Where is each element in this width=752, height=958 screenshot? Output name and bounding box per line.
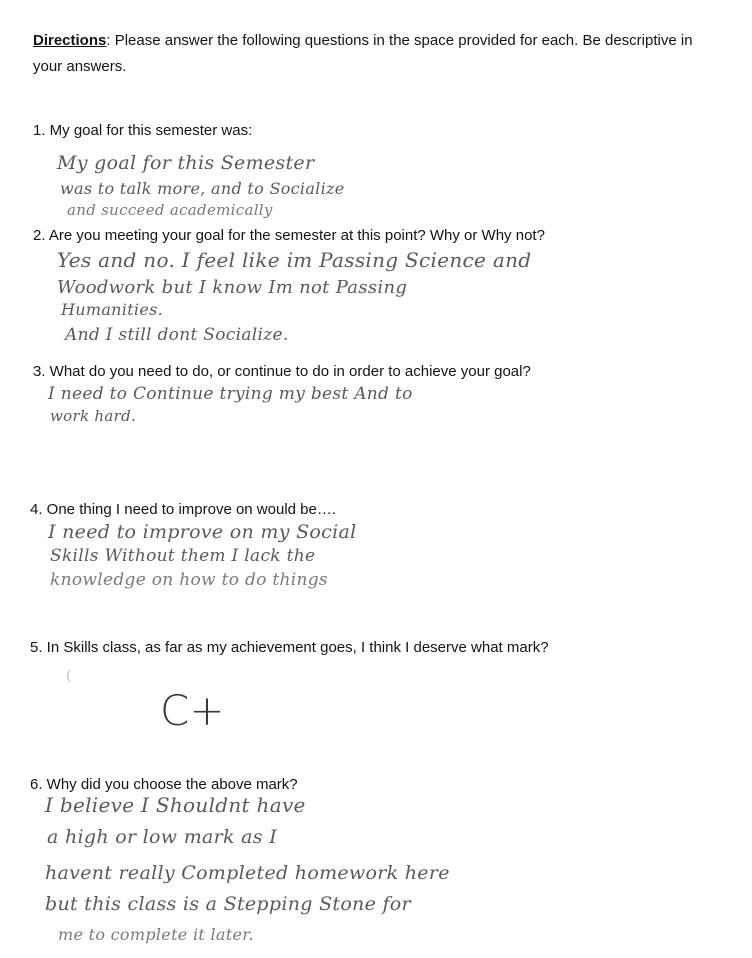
question-6-prompt: 6. Why did you choose the above mark? bbox=[30, 776, 298, 793]
answer-4-line-2: Skills Without them I lack the bbox=[50, 546, 316, 566]
answer-6-line-2: a high or low mark as I bbox=[47, 826, 278, 848]
question-5-prompt: 5. In Skills class, as far as my achievement goes, I think I deserve what mark? bbox=[30, 639, 549, 656]
answer-6-line-4: but this class is a Stepping Stone for bbox=[45, 893, 411, 915]
answer-2-line-2: Woodwork but I know Im not Passing bbox=[57, 277, 408, 298]
answer-5-mark: C+ bbox=[160, 686, 225, 735]
answer-2-line-3: Humanities. bbox=[61, 300, 164, 319]
answer-3-line-1: I need to Continue trying my best And to bbox=[48, 384, 413, 404]
answer-4-line-3: knowledge on how to do things bbox=[50, 570, 328, 590]
question-3-prompt: 3. What do you need to do, or continue to do in order to achieve your goal? bbox=[33, 363, 531, 380]
answer-4-line-1: I need to improve on my Social bbox=[48, 521, 357, 543]
answer-6-line-3: havent really Completed homework here bbox=[45, 862, 450, 884]
question-1-prompt: 1. My goal for this semester was: bbox=[33, 122, 253, 139]
directions-paragraph bbox=[33, 28, 723, 80]
pencil-mark-icon: ( bbox=[66, 668, 72, 684]
answer-2-line-1: Yes and no. I feel like im Passing Science and bbox=[57, 248, 532, 272]
answer-1-line-2: was to talk more, and to Socialize bbox=[60, 179, 345, 198]
answer-2-line-4: And I still dont Socialize. bbox=[65, 325, 289, 345]
answer-6-line-1: I believe I Shouldnt have bbox=[45, 793, 306, 817]
answer-6-line-5: me to complete it later. bbox=[58, 925, 254, 944]
question-2-prompt: 2. Are you meeting your goal for the semester at this point? Why or Why not? bbox=[33, 227, 545, 244]
directions-text: : Please answer the following questions in the space provided for each. Be descriptive in your answers. bbox=[33, 32, 693, 75]
answer-1-line-3: and succeed academically bbox=[67, 201, 273, 219]
answer-3-line-2: work hard. bbox=[50, 407, 137, 425]
question-4-prompt: 4. One thing I need to improve on would be…. bbox=[30, 501, 337, 518]
directions-label: Directions bbox=[33, 32, 107, 49]
answer-1-line-1: My goal for this Semester bbox=[57, 152, 315, 174]
